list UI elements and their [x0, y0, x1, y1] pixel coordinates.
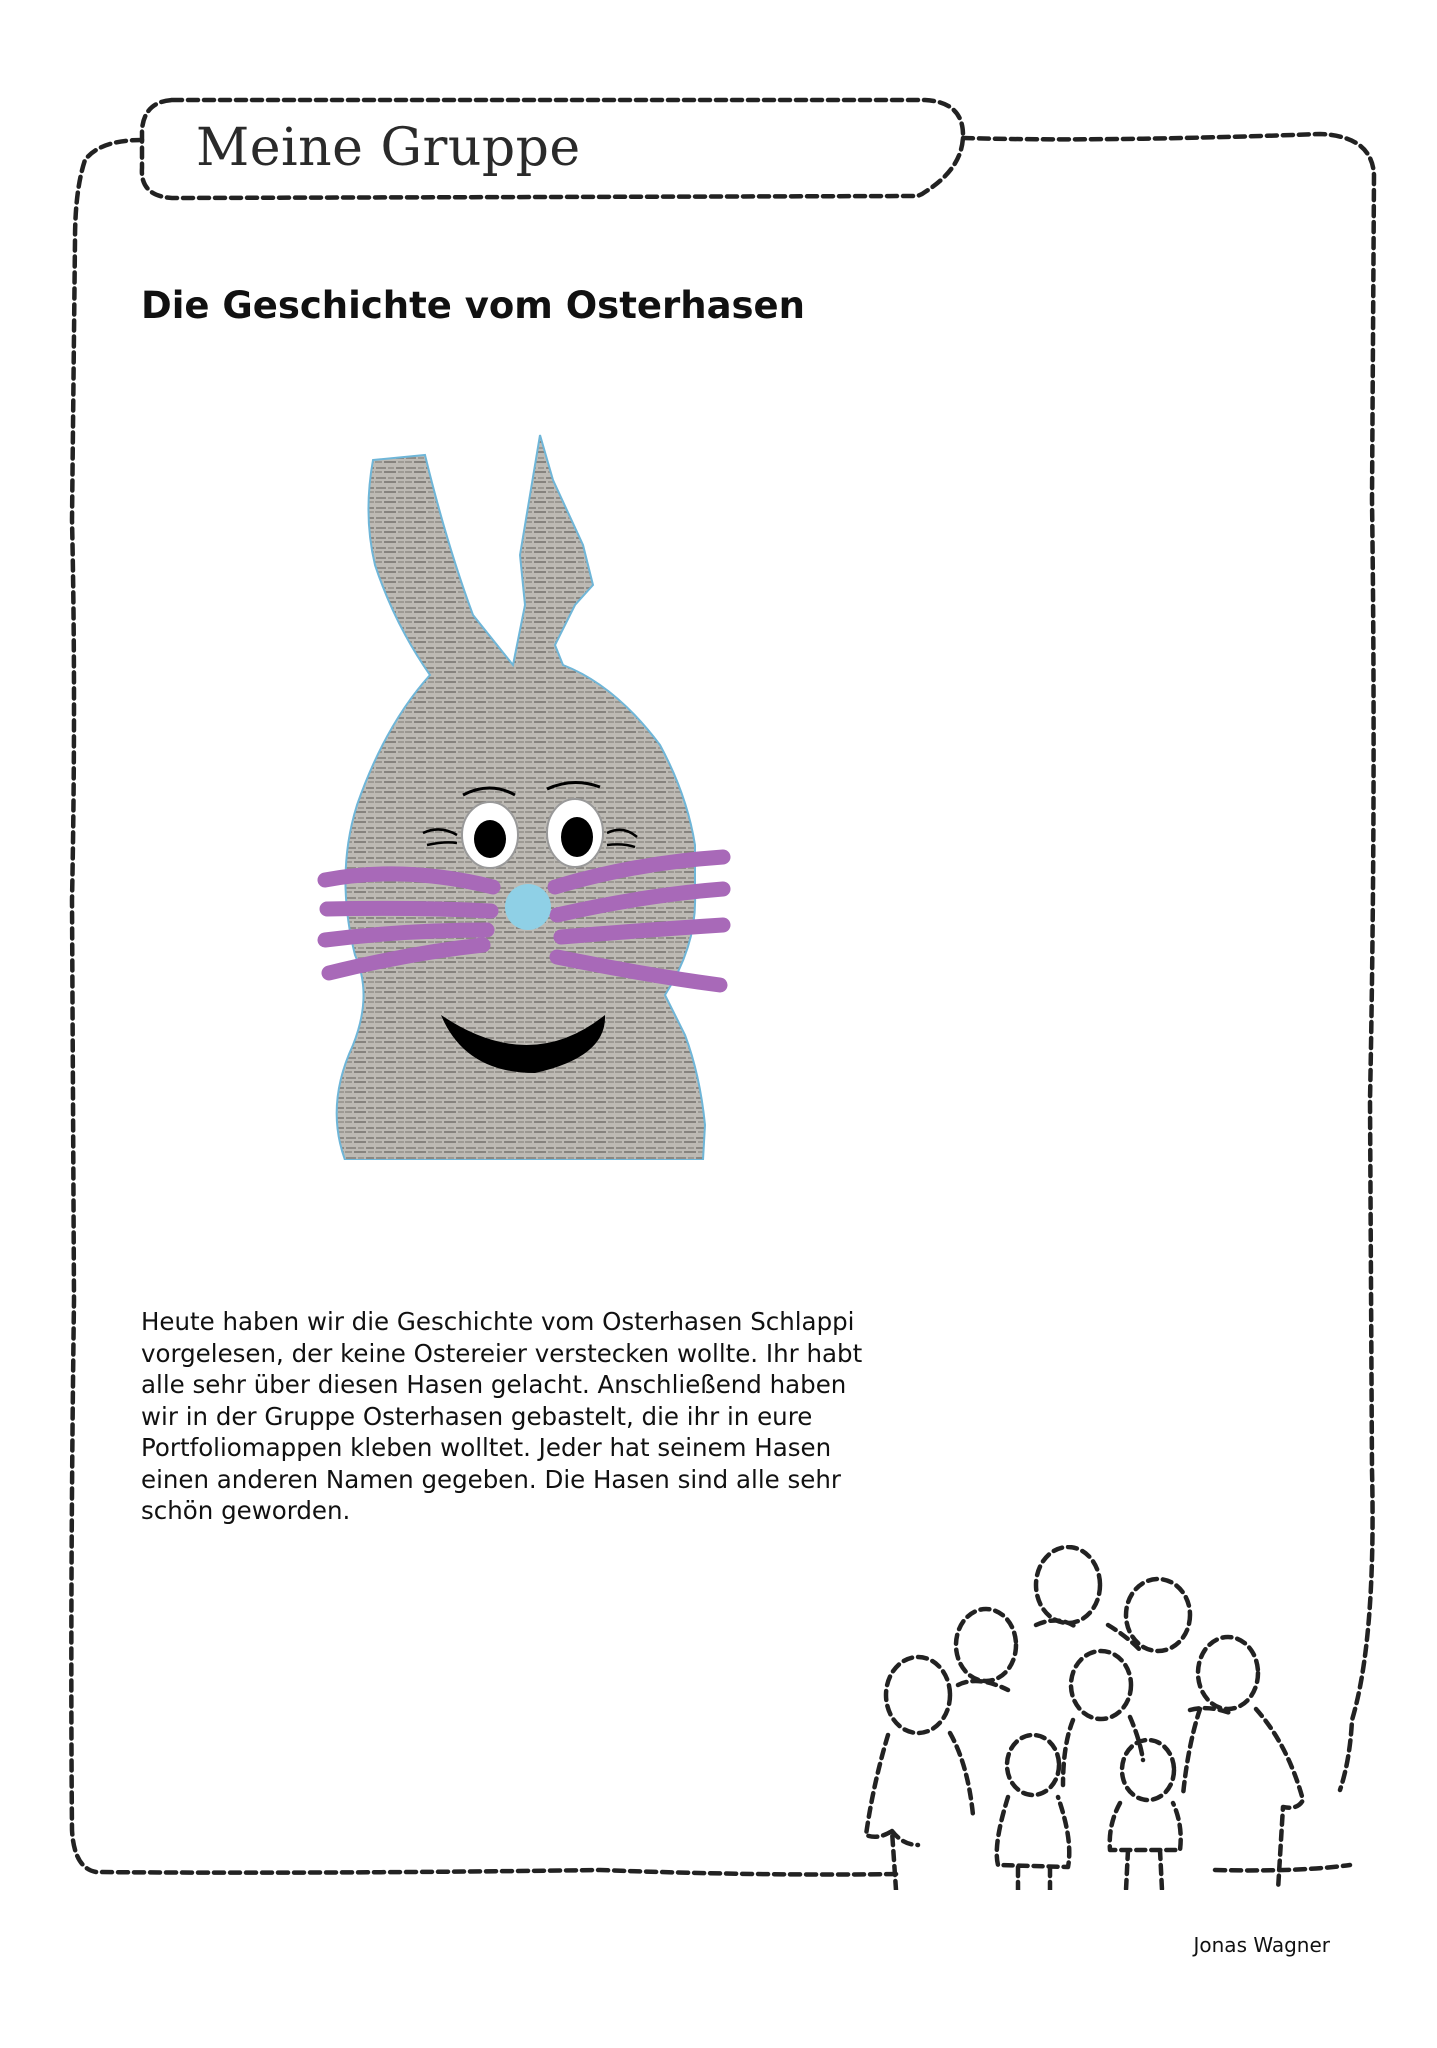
child-head	[1007, 1735, 1059, 1795]
person-body-center	[1063, 1717, 1143, 1785]
person-body-left	[866, 1733, 973, 1890]
person-head	[1071, 1651, 1131, 1719]
person-head	[886, 1657, 950, 1733]
story-body-line: alle sehr über diesen Hasen gelacht. Anschließend haben	[141, 1370, 847, 1399]
story-body-line: Portfoliomappen kleben wolltet. Jeder hat seinem Hasen	[141, 1433, 832, 1462]
child-body-right	[1110, 1803, 1181, 1890]
story-body-line: einen anderen Namen gegeben. Die Hasen sind alle sehr	[141, 1464, 841, 1494]
group-of-people-drawing	[858, 1545, 1313, 1890]
person-head	[1198, 1637, 1258, 1709]
person-shoulders	[958, 1620, 1230, 1713]
story-body-text	[141, 1306, 931, 1527]
story-body-line: wir in der Gruppe Osterhasen gebastelt, die ihr in eure	[141, 1401, 813, 1431]
easter-bunny-craft-image	[315, 425, 735, 1160]
story-body-line: Heute haben wir die Geschichte vom Osterhasen Schlappi	[141, 1307, 855, 1336]
person-head	[1036, 1547, 1100, 1623]
person-head	[956, 1609, 1016, 1681]
header-title: Meine Gruppe	[196, 118, 581, 178]
child-body-left	[997, 1797, 1070, 1890]
person-head	[1126, 1579, 1190, 1651]
author-name: Jonas Wagner	[1193, 1933, 1330, 1957]
bunny-nose	[505, 884, 551, 930]
story-body-line: vorgelesen, der keine Ostereier verstecken wollte. Ihr habt	[141, 1338, 863, 1368]
child-head	[1122, 1740, 1174, 1800]
person-body-right	[1183, 1709, 1303, 1890]
story-title: Die Geschichte vom Osterhasen	[141, 284, 805, 327]
story-body-line: schön geworden.	[141, 1496, 351, 1525]
